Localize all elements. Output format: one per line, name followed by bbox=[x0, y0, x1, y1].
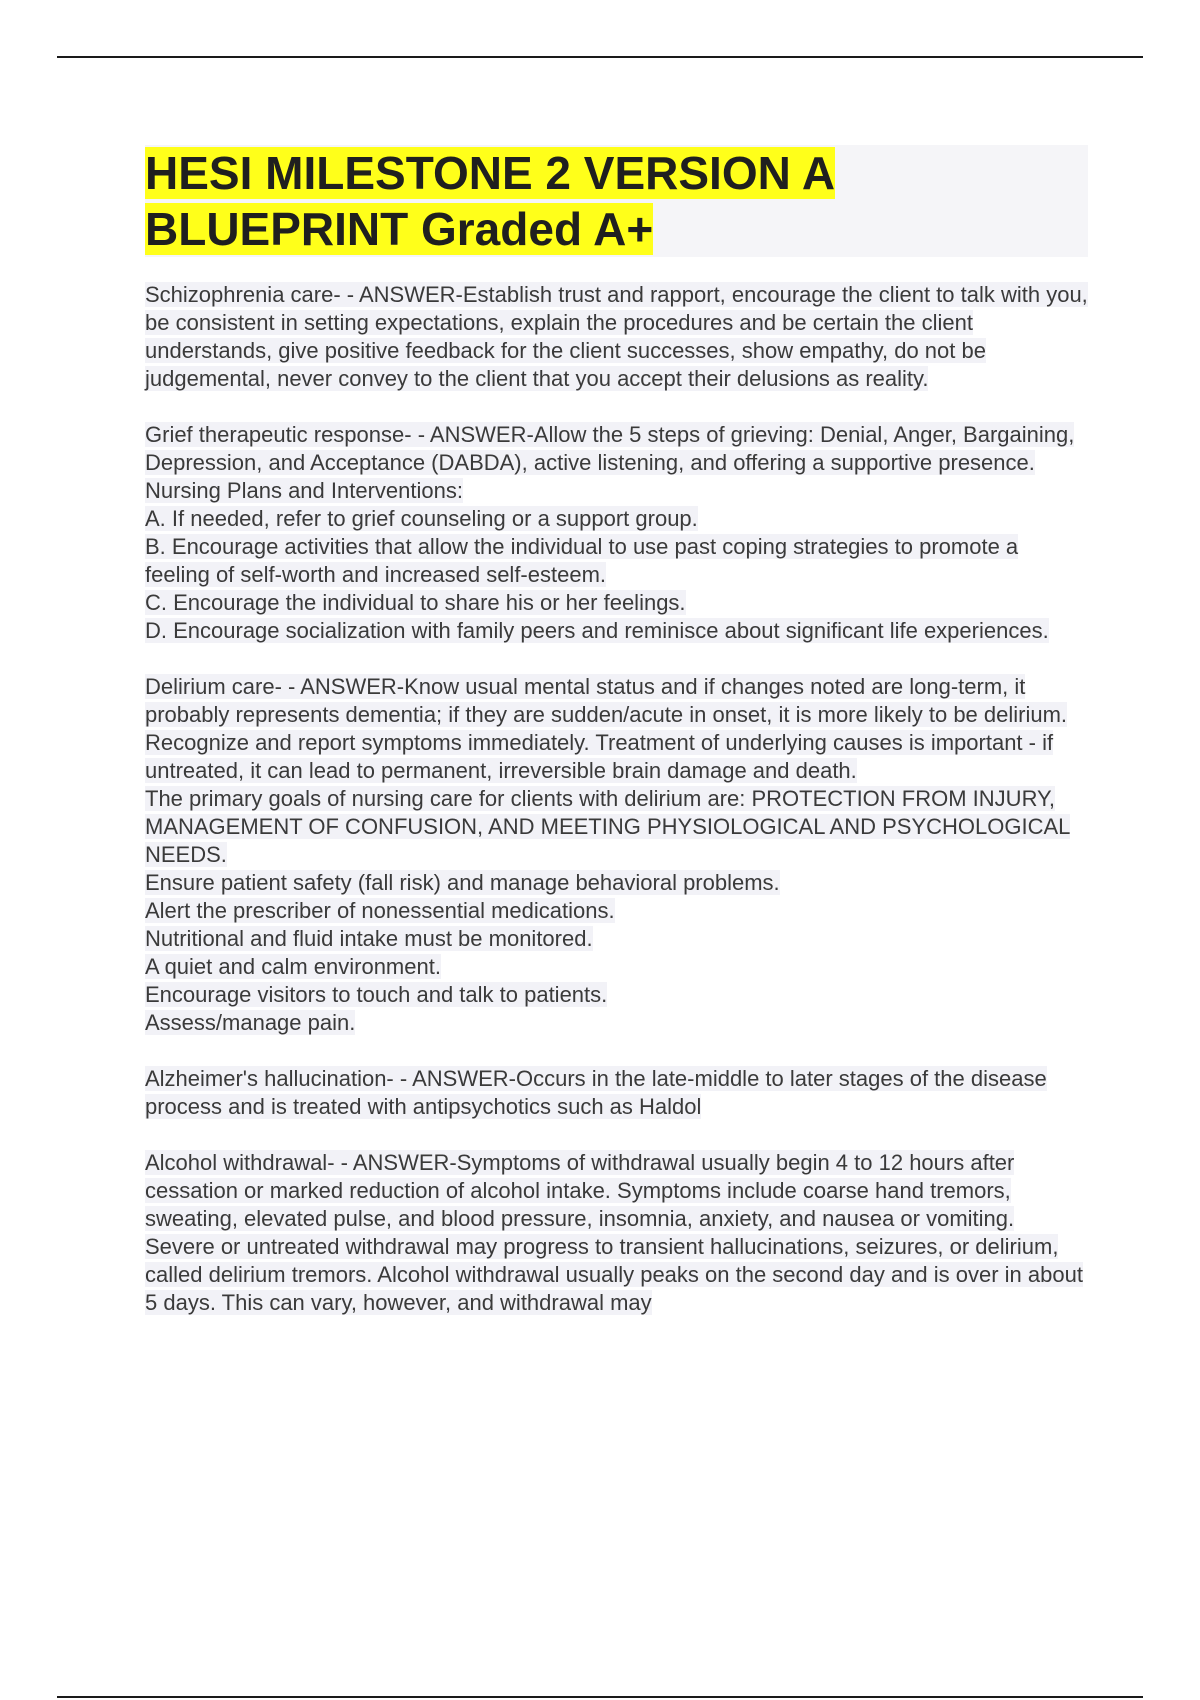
qa-line: Encourage visitors to touch and talk to patients. bbox=[145, 982, 608, 1007]
document-body bbox=[145, 145, 1088, 1345]
qa-line: Delirium care- - ANSWER-Know usual mental status and if changes noted are long-term, it probably represents dementia; if they are sudden/acute in onset, it is more likely to be delirium. Recognize and report symptoms immediately. Treatment of underlying causes is important - if untreated, it can lead to permanent, irreversible brain damage and death. bbox=[145, 674, 1068, 783]
qa-line: Ensure patient safety (fall risk) and manage behavioral problems. bbox=[145, 870, 780, 895]
qa-line: C. Encourage the individual to share his or her feelings. bbox=[145, 590, 686, 615]
qa-line: Nutritional and fluid intake must be monitored. bbox=[145, 926, 593, 951]
qa-line: Alzheimer's hallucination- - ANSWER-Occurs in the late-middle to later stages of the disease process and is treated with antipsychotics such as Haldol bbox=[145, 1066, 1047, 1119]
document-title-text: HESI MILESTONE 2 VERSION A BLUEPRINT Graded A+ bbox=[145, 147, 836, 255]
bottom-rule bbox=[57, 1696, 1143, 1698]
qa-line: Schizophrenia care- - ANSWER-Establish trust and rapport, encourage the client to talk with you, be consistent in setting expectations, explain the procedures and be certain the client understands, give positive feedback for the client successes, show empathy, do not be judgemental, never convey to the client that you accept their delusions as reality. bbox=[145, 282, 1088, 391]
qa-line: A. If needed, refer to grief counseling or a support group. bbox=[145, 506, 698, 531]
qa-line: B. Encourage activities that allow the individual to use past coping strategies to promote a feeling of self-worth and increased self-esteem. bbox=[145, 534, 1019, 587]
qa-line: Alcohol withdrawal- - ANSWER-Symptoms of withdrawal usually begin 4 to 12 hours after cessation or marked reduction of alcohol intake. Symptoms include coarse hand tremors, sweating, elevated pulse, and blood pressure, insomnia, anxiety, and nausea or vomiting. Severe or untreated withdrawal may progress to transient hallucinations, seizures, or delirium, called delirium tremors. Alcohol withdrawal usually peaks on the second day and is over in about 5 days. This can vary, however, and withdrawal may bbox=[145, 1150, 1083, 1315]
qa-entry-grief bbox=[145, 421, 1088, 645]
qa-entry-schizophrenia bbox=[145, 281, 1088, 393]
qa-line: Grief therapeutic response- - ANSWER-Allow the 5 steps of grieving: Denial, Anger, Bargaining, Depression, and Acceptance (DABDA), active listening, and offering a supportive presence. bbox=[145, 422, 1075, 475]
qa-line: Assess/manage pain. bbox=[145, 1010, 356, 1035]
top-rule bbox=[57, 56, 1143, 58]
qa-entry-delirium bbox=[145, 673, 1088, 1037]
qa-line: D. Encourage socialization with family peers and reminisce about significant life experiences. bbox=[145, 618, 1049, 643]
qa-entry-alzheimers bbox=[145, 1065, 1088, 1121]
title-block bbox=[145, 145, 1088, 257]
qa-line: Nursing Plans and Interventions: bbox=[145, 478, 463, 503]
qa-line: The primary goals of nursing care for clients with delirium are: PROTECTION FROM INJURY, MANAGEMENT OF CONFUSION, AND MEETING PHYSIOLOGICAL AND PSYCHOLOGICAL NEEDS. bbox=[145, 786, 1071, 867]
qa-line: A quiet and calm environment. bbox=[145, 954, 441, 979]
document-title bbox=[145, 145, 1088, 257]
qa-entry-alcohol-withdrawal bbox=[145, 1149, 1088, 1317]
qa-line: Alert the prescriber of nonessential medications. bbox=[145, 898, 615, 923]
